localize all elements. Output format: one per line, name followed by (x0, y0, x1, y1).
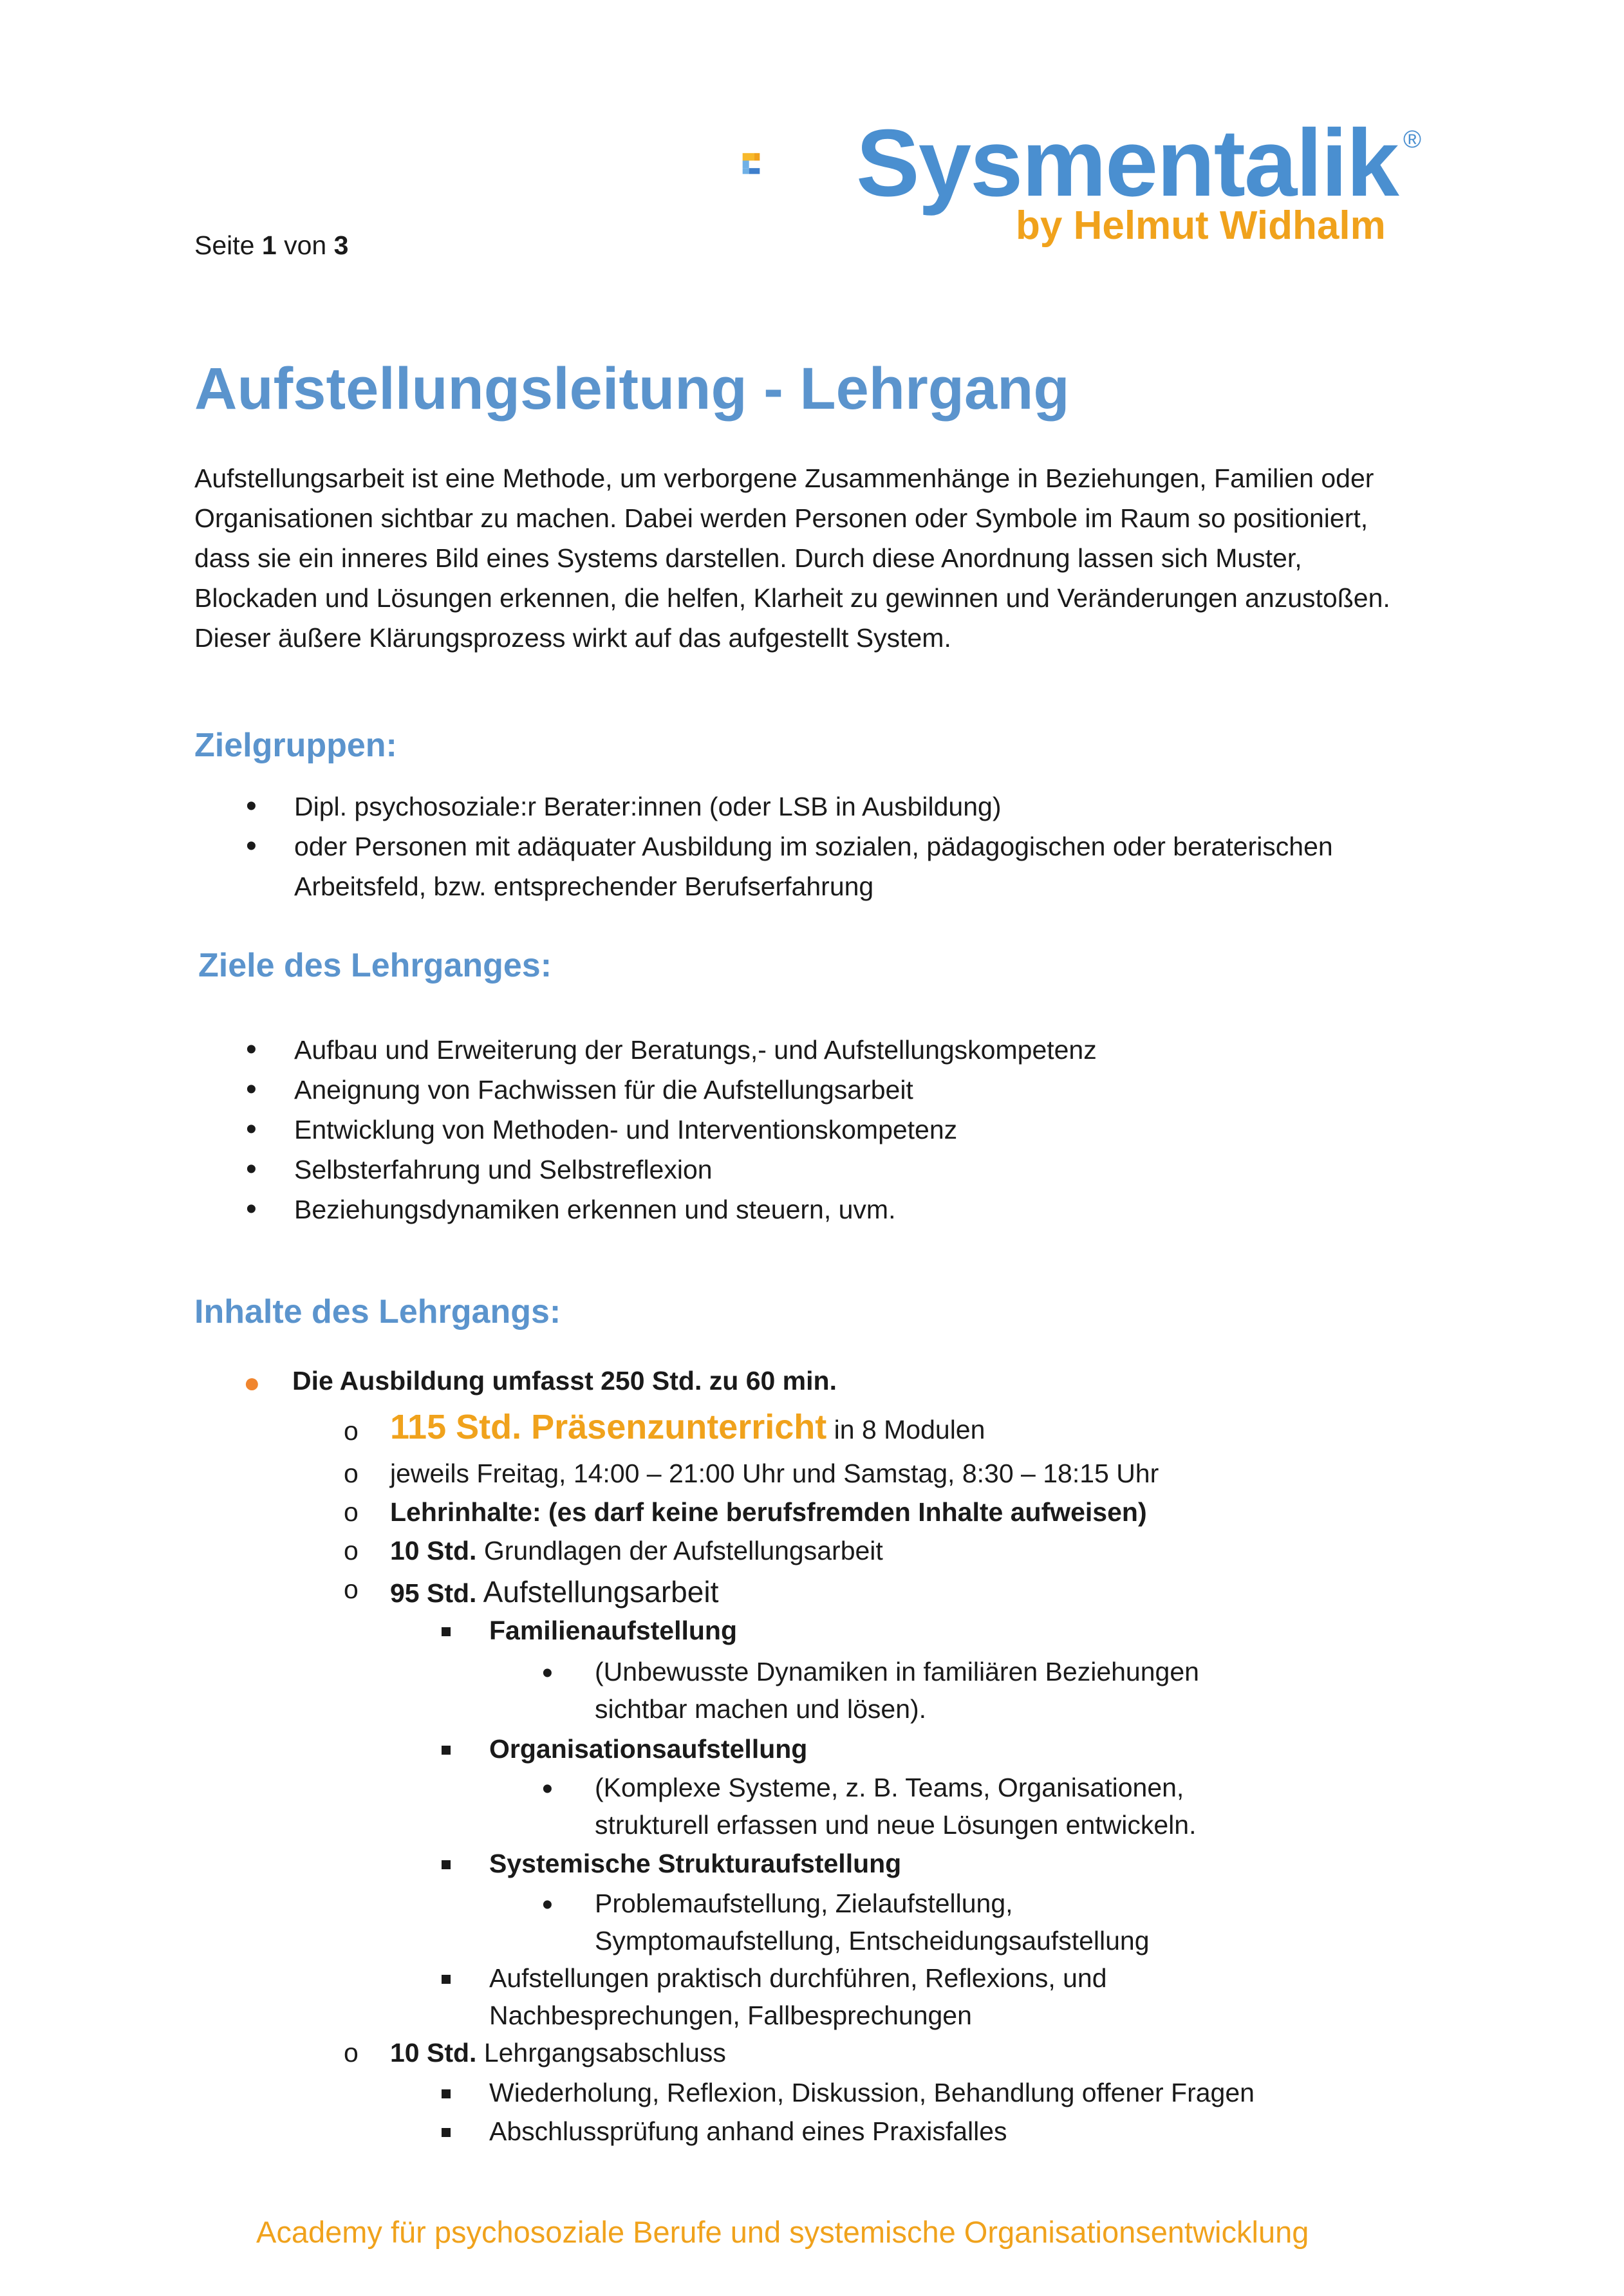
arbeit-text: Aufstellungsarbeit (476, 1575, 719, 1609)
abschluss-text: Lehrgangsabschluss (476, 2038, 726, 2067)
list-item (344, 1574, 719, 1609)
list-item: • Aufbau und Erweiterung der Beratungs,- und Aufstellungskompetenz (194, 1030, 1417, 1070)
organisation-desc-1: (Komplexe Systeme, z. B. Teams, Organisationen, (595, 1773, 1184, 1802)
circle-bullet-icon: o (344, 1574, 359, 1604)
footer-text: Academy für psychosoziale Berufe und systemische Organisationsentwicklung (256, 2215, 1309, 2249)
square-bullet-icon (442, 1860, 451, 1869)
grundlagen-hours: 10 Std. (390, 1536, 477, 1565)
heading-zielgruppen: Zielgruppen: (194, 727, 397, 764)
familien-heading: Familienaufstellung (489, 1616, 737, 1645)
grundlagen-text: Grundlagen der Aufstellungsarbeit (476, 1536, 883, 1565)
struktur-desc-1: Problemaufstellung, Zielaufstellung, (595, 1889, 1013, 1918)
dot-bullet-icon: • (542, 1888, 553, 1922)
wiederholung: Wiederholung, Reflexion, Diskussion, Behandlung offener Fragen (489, 2078, 1255, 2107)
list-item: • Selbsterfahrung und Selbstreflexion (194, 1150, 1417, 1190)
dot-bullet-icon: • (542, 1656, 553, 1690)
list-item (344, 1459, 1159, 1489)
sysmentalik-logo-icon (742, 98, 857, 233)
circle-bullet-icon: o (344, 1459, 359, 1488)
orange-bullet-icon: ● (243, 1367, 261, 1399)
pruefung: Abschlussprüfung anhand eines Praxisfalles (489, 2116, 1007, 2146)
ausbildung-umfang: Die Ausbildung umfasst 250 Std. zu 60 min. (292, 1366, 837, 1395)
struktur-desc-2: Symptomaufstellung, Entscheidungsaufstellung (595, 1926, 1150, 1955)
list-item (344, 2038, 726, 2068)
list-item (344, 1407, 985, 1447)
praesenz-rest: in 8 Modulen (826, 1415, 985, 1444)
zeiten: jeweils Freitag, 14:00 – 21:00 Uhr und Samstag, 8:30 – 18:15 Uhr (390, 1459, 1159, 1488)
square-bullet-icon (442, 1627, 451, 1636)
zielgruppen-list (194, 787, 1417, 906)
familien-desc-1: (Unbewusste Dynamiken in familiären Beziehungen (595, 1657, 1199, 1686)
logo-registered-mark: ® (1403, 126, 1421, 153)
lehrinhalte: Lehrinhalte: (es darf keine berufsfremden Inhalte aufweisen) (390, 1497, 1147, 1527)
list-item: • oder Personen mit adäquater Ausbildung im sozialen, pädagogischen oder beraterischen Arbeitsfeld, bzw. entsprechender Berufserfahrung (194, 826, 1417, 906)
circle-bullet-icon: o (344, 1497, 359, 1527)
struktur-heading: Systemische Strukturaufstellung (489, 1849, 902, 1878)
organisation-desc-2: strukturell erfassen und neue Lösungen entwickeln. (595, 1810, 1197, 1840)
square-bullet-icon (442, 1746, 451, 1755)
page-total: 3 (333, 230, 349, 260)
list-item: • Aneignung von Fachwissen für die Aufstellungsarbeit (194, 1070, 1417, 1110)
page-indicator (194, 230, 348, 261)
ziele-list (194, 1030, 1417, 1229)
square-bullet-icon (442, 2128, 451, 2137)
circle-bullet-icon: o (344, 2038, 359, 2067)
dot-bullet-icon: • (542, 1772, 553, 1806)
list-item: • Beziehungsdynamiken erkennen und steuern, uvm. (194, 1190, 1417, 1229)
heading-inhalte: Inhalte des Lehrgangs: (194, 1293, 561, 1330)
intro-paragraph: Aufstellungsarbeit ist eine Methode, um verborgene Zusammenhänge in Beziehungen, Familien oder Organisationen sichtbar zu machen. Dabei werden Personen oder Symbole im Raum so positioniert, dass sie ein inneres Bild eines Systems darstellen. Durch diese Anordnung lassen sich Muster, Blockaden und Lösungen erkennen, die helfen, Klarheit zu gewinnen und Veränderungen anzustoßen. Dieser äußere Klärungsprozess wirkt auf das aufgestellt System. (194, 463, 1390, 653)
circle-bullet-icon: o (344, 1416, 359, 1446)
list-item: • Dipl. psychosoziale:r Berater:innen (oder LSB in Ausbildung) (194, 787, 1417, 826)
list-item (344, 1497, 1147, 1527)
arbeit-hours: 95 Std. (390, 1578, 477, 1608)
page-of: von (284, 230, 327, 260)
list-item: • Entwicklung von Methoden- und Interventionskompetenz (194, 1110, 1417, 1150)
logo-brand-name: Sysmentalik (856, 110, 1398, 216)
organisation-heading: Organisationsaufstellung (489, 1734, 808, 1764)
page-current: 1 (261, 230, 277, 260)
page-label: Seite (194, 230, 255, 260)
heading-ziele: Ziele des Lehrganges: (198, 947, 552, 984)
circle-bullet-icon: o (344, 1536, 359, 1565)
square-bullet-icon (442, 2089, 451, 2098)
familien-desc-2: sichtbar machen und lösen). (595, 1694, 927, 1724)
list-item (344, 1536, 883, 1566)
logo-tagline: by Helmut Widhalm (1016, 203, 1386, 248)
praesenz-highlight: 115 Std. Präsenzunterricht (390, 1408, 827, 1446)
praxis-2: Nachbesprechungen, Fallbesprechungen (489, 2001, 972, 2030)
praxis-1: Aufstellungen praktisch durchführen, Reflexions, und (489, 1963, 1107, 1993)
abschluss-hours: 10 Std. (390, 2038, 477, 2067)
square-bullet-icon (442, 1975, 451, 1984)
document-title: Aufstellungsleitung - Lehrgang (194, 356, 1070, 422)
